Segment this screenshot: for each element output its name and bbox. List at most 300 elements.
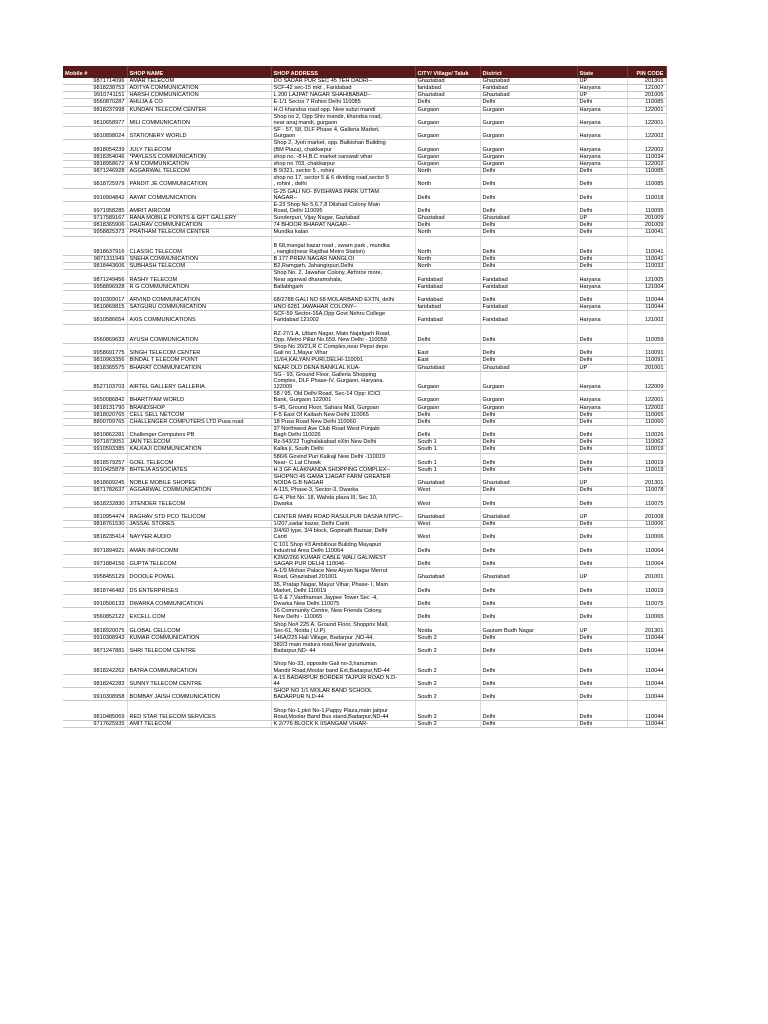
cell-pin-code: 110044 (627, 641, 666, 654)
table-row (63, 521, 666, 528)
cell-state: UP (577, 215, 627, 222)
table-row (63, 621, 666, 634)
cell-state: Delhi (577, 688, 627, 701)
cell-city: Gurgaon (415, 127, 480, 140)
table-row (63, 528, 666, 541)
cell-state: Haryana (577, 270, 627, 283)
cell-shop-name: CELL SELL NETCOM (127, 411, 271, 418)
header-shop-name: SHOP NAME (127, 66, 271, 78)
cell-mobile: 9910308958 (63, 688, 127, 701)
cell-state: Delhi (577, 655, 627, 674)
cell-city: Gurgaon (415, 160, 480, 167)
cell-shop-name: BHARAT COMMUNICATION (127, 364, 271, 371)
cell-mobile: 9818237998 (63, 106, 127, 113)
cell-pin-code: 110006 (627, 528, 666, 541)
cell-state: Delhi (577, 175, 627, 188)
cell-city: Faridabad (415, 290, 480, 303)
table-header (63, 66, 666, 78)
cell-shop-address: shop no. -8 H.B.C market sarswati vihar (271, 153, 415, 160)
cell-shop-name: DOODLE POWEL (127, 568, 271, 581)
cell-city: Gurgaon (415, 140, 480, 153)
cell-district: Gurgaon (480, 113, 577, 126)
cell-city: Delhi (415, 324, 480, 343)
cell-mobile: 9910904842 (63, 188, 127, 201)
cell-city: faridabad (415, 85, 480, 92)
table-row (63, 688, 666, 701)
cell-shop-address: E-1/1 Sector 7 Rohini Delhi 110085 (271, 99, 415, 106)
cell-mobile: 9560870287 (63, 99, 127, 106)
cell-shop-name: SNEHA COMMUNICATION (127, 256, 271, 263)
cell-city: Delhi (415, 581, 480, 594)
cell-pin-code: 110062 (627, 439, 666, 446)
cell-mobile: 9971884156 (63, 554, 127, 567)
cell-district: Delhi (480, 554, 577, 567)
cell-district: Delhi (480, 290, 577, 303)
cell-city: Ghaziabad (415, 215, 480, 222)
cell-shop-address: 3/4/60 type, 3/4 block, Gopinath Bazaar, Delhi Cantt (271, 528, 415, 541)
table-row (63, 290, 666, 303)
cell-pin-code: 110019 (627, 453, 666, 466)
cell-district: Gurgaon (480, 160, 577, 167)
cell-state: Delhi (577, 720, 627, 727)
cell-city: Delhi (415, 99, 480, 106)
cell-city: North (415, 175, 480, 188)
cell-shop-address: 37 Northwest Ave Club Road West Punjabi Bagh Delhi 110026 (271, 425, 415, 438)
cell-shop-address: Shop No# 225 A, Ground Floor, Shopprix Mall, Sec-61, Noida ( U.P) (271, 621, 415, 634)
cell-district: Delhi (480, 541, 577, 554)
cell-city: Delhi (415, 541, 480, 554)
cell-shop-name: CHALLENGER COMPUTERS LTD Pusa road (127, 418, 271, 425)
table-row (63, 113, 666, 126)
cell-pin-code: 110019 (627, 581, 666, 594)
cell-shop-address: A-1/9 Mohan Palace New Aryan Nagar Merrut Road, Ghaziabad 201001 (271, 568, 415, 581)
cell-pin-code: 110034 (627, 153, 666, 160)
cell-district: Delhi (480, 425, 577, 438)
cell-mobile: 9958896928 (63, 283, 127, 290)
cell-pin-code: 122002 (627, 127, 666, 140)
cell-city: Ghaziabad (415, 92, 480, 99)
table-row (63, 554, 666, 567)
cell-district: Gurgaon (480, 106, 577, 113)
cell-mobile: 9717625935 (63, 720, 127, 727)
cell-shop-address: 382/3 main matura road,Near gurudwara, Badarpur,ND- 44 (271, 641, 415, 654)
cell-mobile: 9910741151 (63, 92, 127, 99)
table-row (63, 364, 666, 371)
cell-pin-code: 122002 (627, 140, 666, 153)
cell-pin-code: 110044 (627, 688, 666, 701)
cell-mobile: 9818725979 (63, 175, 127, 188)
cell-city: Ghaziabad (415, 507, 480, 520)
cell-city: South 2 (415, 701, 480, 720)
cell-mobile: 8800709765 (63, 418, 127, 425)
table-row (63, 140, 666, 153)
cell-pin-code: 110065 (627, 411, 666, 418)
table-row (63, 608, 666, 621)
table-row (63, 168, 666, 175)
cell-district: Delhi (480, 229, 577, 236)
cell-mobile: 9910593385 (63, 446, 127, 453)
cell-shop-name: AMAN INFOCOMM (127, 541, 271, 554)
header-mobile: Mobile # (63, 66, 127, 78)
cell-city: Gurgaon (415, 113, 480, 126)
cell-shop-name: AMIT TELECOM (127, 720, 271, 727)
table-row (63, 466, 666, 473)
cell-pin-code: 110041 (627, 236, 666, 255)
cell-state: Delhi (577, 201, 627, 214)
cell-shop-name: AYUSH COMMUNICATION (127, 324, 271, 343)
cell-city: Faridabad (415, 270, 480, 283)
cell-shop-name: GAURAV COMMUNICATION (127, 222, 271, 229)
cell-shop-address: 74 BHOOR BHARAT NAGAR-- (271, 222, 415, 229)
cell-district: Delhi (480, 324, 577, 343)
cell-shop-name: AMAR TELECOM (127, 78, 271, 85)
cell-shop-name: EXCELL COM (127, 608, 271, 621)
table-row (63, 494, 666, 507)
table-row (63, 283, 666, 290)
cell-district: Delhi (480, 466, 577, 473)
cell-city: West (415, 487, 480, 494)
cell-state: Delhi (577, 222, 627, 229)
table-row (63, 256, 666, 263)
cell-mobile: 9818746482 (63, 581, 127, 594)
cell-mobile: 9810954474 (63, 507, 127, 520)
cell-shop-name: STATIONERY WORLD (127, 127, 271, 140)
cell-state: UP (577, 364, 627, 371)
cell-district: Delhi (480, 453, 577, 466)
cell-state: UP (577, 507, 627, 520)
cell-state: Delhi (577, 263, 627, 270)
cell-state: Haryana (577, 304, 627, 311)
header-shop-address: SHOP ADDRESS (271, 66, 415, 78)
cell-shop-name: PANDIT JE COMMUNICATION (127, 175, 271, 188)
cell-mobile: 9818238753 (63, 85, 127, 92)
cell-shop-address: 146A/225 Hali Village, Badarpur ,ND-44. (271, 634, 415, 641)
cell-district: Gurgaon (480, 140, 577, 153)
cell-district: Delhi (480, 487, 577, 494)
cell-state: Delhi (577, 236, 627, 255)
cell-district: Delhi (480, 175, 577, 188)
table-row (63, 236, 666, 255)
cell-mobile: 9971873051 (63, 439, 127, 446)
cell-state: Haryana (577, 391, 627, 404)
cell-pin-code: 122001 (627, 391, 666, 404)
cell-shop-name: KALKAJI COMMUNICATION (127, 446, 271, 453)
cell-shop-name: MILI COMMUNICATION (127, 113, 271, 126)
cell-shop-address: 18 Pusa Road New Delhi 110060 (271, 418, 415, 425)
table-row (63, 641, 666, 654)
cell-state: Delhi (577, 411, 627, 418)
table-row (63, 153, 666, 160)
cell-pin-code: 201009 (627, 215, 666, 222)
table-row (63, 127, 666, 140)
cell-shop-name: KUNDAN TELECOM CENTER (127, 106, 271, 113)
cell-district: Ghaziabad (480, 215, 577, 222)
cell-district: Delhi (480, 446, 577, 453)
cell-district: Delhi (480, 688, 577, 701)
cell-district: Faridabad (480, 283, 577, 290)
cell-shop-address: G 6 & 7,Vardhaman Jaypee Tower Sec -4, Dwarka New Delhi 110075 (271, 594, 415, 607)
table-row (63, 78, 666, 85)
cell-shop-address: B 68,mangal bazar road , swarn park , mundka , nangloi(near Rajdhai Metro Station) (271, 236, 415, 255)
cell-state: UP (577, 92, 627, 99)
cell-district: Delhi (480, 581, 577, 594)
cell-state: UP (577, 78, 627, 85)
cell-city: North (415, 256, 480, 263)
cell-state: Haryana (577, 127, 627, 140)
cell-district: Delhi (480, 357, 577, 364)
cell-state: Delhi (577, 344, 627, 357)
cell-shop-address: 16 Community Centre, New Friends Colony, New Delhi - 110065 (271, 608, 415, 621)
cell-city: South 1 (415, 439, 480, 446)
cell-pin-code: 121007 (627, 85, 666, 92)
cell-pin-code: 110075 (627, 594, 666, 607)
cell-shop-name: RED STAR TELECOM SERVICES (127, 701, 271, 720)
cell-city: Gurgaon (415, 391, 480, 404)
cell-state: Delhi (577, 446, 627, 453)
cell-pin-code: 110044 (627, 655, 666, 674)
cell-mobile: 9810869815 (63, 304, 127, 311)
cell-shop-name: AGGARWAL COMMUNICATION (127, 487, 271, 494)
table-row (63, 418, 666, 425)
cell-shop-name: GLOBAL CELLCOM (127, 621, 271, 634)
cell-state: Delhi (577, 641, 627, 654)
cell-city: South 2 (415, 720, 480, 727)
cell-district: Delhi (480, 701, 577, 720)
cell-shop-address: Sunderpuri, Vijay Nagar, Gaziabad (271, 215, 415, 222)
cell-shop-name: NOBLE MOBILE SHOPEE (127, 474, 271, 487)
cell-shop-address: Kalka ji, South Delhi (271, 446, 415, 453)
cell-shop-address: F-5 East Of Kailash New Delhi 110065 (271, 411, 415, 418)
cell-mobile: 9958825373 (63, 229, 127, 236)
table-row (63, 304, 666, 311)
cell-shop-name: BHARTIYAM WORLD (127, 391, 271, 404)
cell-state: UP (577, 474, 627, 487)
cell-city: South 2 (415, 634, 480, 641)
cell-state: Delhi (577, 634, 627, 641)
cell-district: Gautam Budh Nagar (480, 621, 577, 634)
cell-pin-code: 110085 (627, 175, 666, 188)
table-row (63, 720, 666, 727)
header-state: State (577, 66, 627, 78)
cell-state: Delhi (577, 554, 627, 567)
table-row (63, 655, 666, 674)
cell-pin-code: 122002 (627, 160, 666, 167)
cell-district: Ghaziabad (480, 92, 577, 99)
cell-mobile: 9810586654 (63, 311, 127, 324)
cell-pin-code: 110085 (627, 99, 666, 106)
cell-city: South 2 (415, 688, 480, 701)
cell-district: Gurgaon (480, 404, 577, 411)
cell-district: Delhi (480, 641, 577, 654)
cell-shop-address: G-4, Plot No. 18, Wahda plaza III, Sec 10, Dwarka (271, 494, 415, 507)
cell-city: Gurgaon (415, 106, 480, 113)
cell-district: Ghaziabad (480, 507, 577, 520)
cell-city: North (415, 229, 480, 236)
cell-state: Delhi (577, 168, 627, 175)
table-row (63, 453, 666, 466)
cell-mobile: 9871782637 (63, 487, 127, 494)
cell-city: Delhi (415, 554, 480, 567)
cell-city: Noida (415, 621, 480, 634)
cell-shop-name: AIRTEL GALLERY GALLERIA (127, 371, 271, 390)
cell-mobile: 9958455129 (63, 568, 127, 581)
cell-shop-name: BRANDSHOP (127, 404, 271, 411)
cell-mobile: 9910425878 (63, 466, 127, 473)
cell-city: Gurgaon (415, 371, 480, 390)
cell-mobile: 9818637916 (63, 236, 127, 255)
cell-shop-name: NAYYER AUDIO (127, 528, 271, 541)
cell-city: Ghaziabad (415, 78, 480, 85)
table-row (63, 357, 666, 364)
table-row (63, 188, 666, 201)
cell-shop-name: AGGARWAL TELECOM (127, 168, 271, 175)
table-row (63, 568, 666, 581)
cell-city: Ghaziabad (415, 364, 480, 371)
table-row (63, 674, 666, 687)
cell-mobile: 9810898024 (63, 127, 127, 140)
cell-shop-name: DWARKA COMMUNICATION (127, 594, 271, 607)
cell-shop-name: GOEL TELECOM (127, 453, 271, 466)
cell-pin-code: 110019 (627, 466, 666, 473)
cell-shop-address: B 9/321, sector 5 , rohini (271, 168, 415, 175)
cell-district: Delhi (480, 168, 577, 175)
cell-city: South 2 (415, 655, 480, 674)
cell-pin-code: 110075 (627, 494, 666, 507)
cell-shop-name: SHRI TELECOM CENTRE (127, 641, 271, 654)
cell-pin-code: 110065 (627, 608, 666, 621)
cell-district: Delhi (480, 528, 577, 541)
cell-district: Delhi (480, 674, 577, 687)
cell-shop-name: AXIS COMMUNICATIONS (127, 311, 271, 324)
cell-city: Faridabad (415, 283, 480, 290)
cell-mobile: 9818579257 (63, 453, 127, 466)
table-row (63, 215, 666, 222)
cell-mobile: 9871311949 (63, 256, 127, 263)
cell-shop-address: 1/207,sadar bazar, Delhi Cantt (271, 521, 415, 528)
cell-state: Delhi (577, 701, 627, 720)
cell-shop-address: 11/64,KALYAN PURI,DELHI-110091 (271, 357, 415, 364)
cell-district: Delhi (480, 263, 577, 270)
cell-shop-name: ADITYA COMMUNICATION (127, 85, 271, 92)
table-row (63, 229, 666, 236)
cell-shop-address: SHOPNO 45 GAMA 1JAGAT FARM GREATER NOIDA G.B NAGAR (271, 474, 415, 487)
cell-mobile: 9871247881 (63, 641, 127, 654)
cell-mobile: 9818242283 (63, 674, 127, 687)
cell-state: Haryana (577, 140, 627, 153)
cell-shop-name: RANA MOBILE POINTS & GIFT GALLERY (127, 215, 271, 222)
cell-shop-address: Shop 2, Jyoti market, opp. Balkishan Building (BM Plaza), chakkarpur (271, 140, 415, 153)
cell-shop-address: E-23 Shop No 5,6,7,8 Dilshad Colony Main Road, Delhi 110095 (271, 201, 415, 214)
cell-pin-code: 201001 (627, 364, 666, 371)
cell-shop-address: 58 / 95, Old Delhi Road, Sec-14 Opp: ICICI Bank, Gurgaon 122001 (271, 391, 415, 404)
header-city: CITY/ Village/ Taluk (415, 66, 480, 78)
cell-mobile: 9818242262 (63, 655, 127, 674)
cell-district: Delhi (480, 188, 577, 201)
cell-shop-address: NEAR OLD DENA BANKLAL KUA- (271, 364, 415, 371)
cell-shop-address: SF - 57, 58, DLF Phase 4, Galleria Market, Gurgaon (271, 127, 415, 140)
cell-pin-code: 110064 (627, 541, 666, 554)
cell-district: Delhi (480, 634, 577, 641)
cell-shop-name: SUBHASH TELECOM (127, 263, 271, 270)
cell-city: West (415, 494, 480, 507)
cell-district: Faridabad (480, 85, 577, 92)
cell-state: Delhi (577, 541, 627, 554)
table-row (63, 99, 666, 106)
cell-city: South 1 (415, 453, 480, 466)
cell-city: faridabad (415, 304, 480, 311)
cell-shop-address: 68/2788 GALI NO 68 MOLARBAND EXTN, delhi (271, 290, 415, 303)
cell-state: Haryana (577, 283, 627, 290)
cell-shop-address: K 2/776 BLOCK K IISANGAM VIHAR- (271, 720, 415, 727)
header-row (63, 66, 666, 78)
cell-state: Haryana (577, 371, 627, 390)
cell-pin-code: 110060 (627, 418, 666, 425)
cell-state: UP (577, 621, 627, 634)
cell-shop-address: SHOP NO 1/1 MOLAR BAND SCHOOL BADARPUR N.D-44 (271, 688, 415, 701)
cell-district: Delhi (480, 439, 577, 446)
cell-pin-code: 110044 (627, 720, 666, 727)
cell-shop-address: 586/6 Govind Puri Kalkaji New Delhi -110019 Near- C Lal Chowk (271, 453, 415, 466)
cell-shop-name: ARVIND COMMUNICATION (127, 290, 271, 303)
table-body (63, 78, 666, 728)
cell-mobile: 9871246928 (63, 168, 127, 175)
cell-pin-code: 122009 (627, 371, 666, 390)
cell-shop-address: H 3 GF ALAKNANDA SHOPPING COMPLEX-- (271, 466, 415, 473)
cell-district: Delhi (480, 655, 577, 674)
cell-shop-address: H.O khandsa road opp. New subzi mandi (271, 106, 415, 113)
cell-pin-code: 110041 (627, 256, 666, 263)
table-row (63, 487, 666, 494)
cell-mobile: 9818354046 (63, 153, 127, 160)
table-row (63, 175, 666, 188)
table-row (63, 263, 666, 270)
cell-shop-address: Mundka kalan (271, 229, 415, 236)
cell-mobile: 9650086842 (63, 391, 127, 404)
cell-shop-name: RAGHAV STD PCO TELICOM (127, 507, 271, 520)
cell-mobile: 9810963356 (63, 357, 127, 364)
header-district: District (480, 66, 577, 78)
cell-shop-address: Shop No. 2, Jawahar Colony, Airforce more, Near agarwal dharamshala, (271, 270, 415, 283)
cell-city: Delhi (415, 411, 480, 418)
cell-shop-name: JULY TELECOM (127, 140, 271, 153)
cell-district: Delhi (480, 236, 577, 255)
table-row (63, 439, 666, 446)
cell-city: Delhi (415, 222, 480, 229)
cell-shop-name: SINGH TELECOM CENTER (127, 344, 271, 357)
cell-state: Haryana (577, 113, 627, 126)
cell-district: Faridabad (480, 311, 577, 324)
cell-state: Haryana (577, 85, 627, 92)
cell-district: Delhi (480, 608, 577, 621)
cell-shop-address: Rz-543/22 Tughalakabad eXtn New Delhi (271, 439, 415, 446)
table-row (63, 344, 666, 357)
cell-shop-address: Ballabhgarh (271, 283, 415, 290)
cell-pin-code: 121005 (627, 270, 666, 283)
cell-state: Delhi (577, 188, 627, 201)
cell-district: Delhi (480, 411, 577, 418)
table-row (63, 160, 666, 167)
cell-shop-address: DO SADAR PUR SEC 45 TEH DADRI-- (271, 78, 415, 85)
cell-shop-name: A M COMMUNICATION (127, 160, 271, 167)
cell-shop-address: Shop No-33, opposite Gali no-3,hanuman Mandir Road,Moolar band Ext,Badarpur,ND-44 (271, 655, 415, 674)
cell-mobile: 9910309017 (63, 290, 127, 303)
cell-pin-code: 110044 (627, 290, 666, 303)
cell-shop-name: AAYAT COMMUNICATION (127, 188, 271, 201)
cell-city: West (415, 521, 480, 528)
cell-mobile: 9818235414 (63, 528, 127, 541)
cell-mobile: 9818761530 (63, 521, 127, 528)
cell-shop-name: BOMBAY JAISH COMMUNICATION (127, 688, 271, 701)
